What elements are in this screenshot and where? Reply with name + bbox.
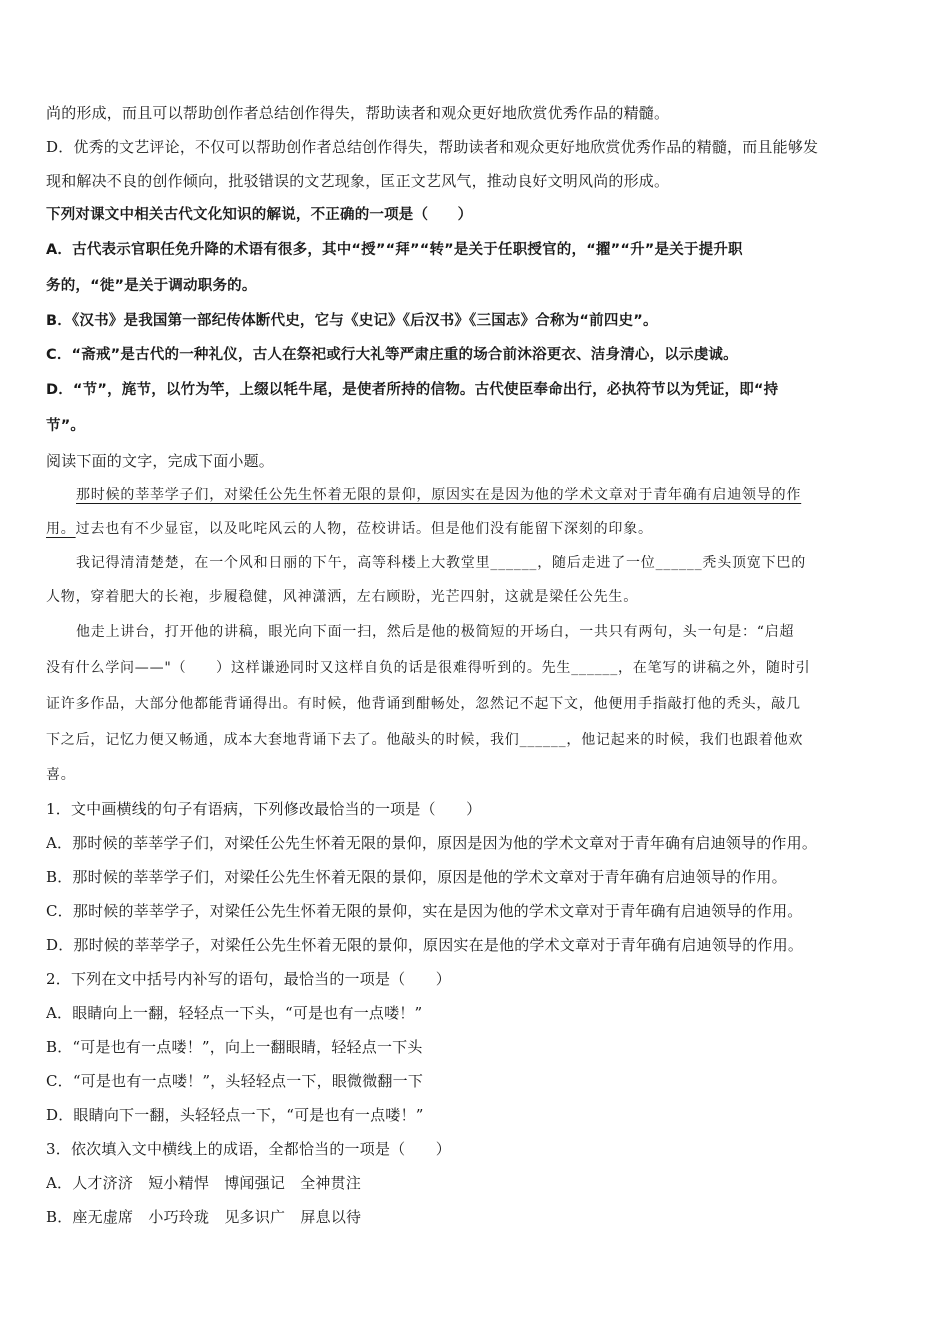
option-b: B．座无虚席 小巧玲珑 见多识广 屏息以待 <box>46 1208 362 1226</box>
option-b: B．“可是也有一点喽！”，向上一翻眼睛，轻轻点一下头 <box>46 1038 423 1056</box>
option-d-line2: 节”。 <box>46 418 86 434</box>
question-stem: 2．下列在文中括号内补写的语句，最恰当的一项是（ ） <box>46 970 451 988</box>
question-stem: 1．文中画横线的句子有语病，下列修改最恰当的一项是（ ） <box>46 800 482 818</box>
underlined-sentence: 那时候的莘莘学子们，对梁任公先生怀着无限的景仰，原因实在是因为他的学术文章对于青年确有启迪领导的作 <box>76 487 802 503</box>
option-c: C．“斋戒”是古代的一种礼仪，古人在祭祀或行大礼等严肃庄重的场合前沐浴更衣、洁身清心，以示虔诚。 <box>46 347 738 363</box>
question-stem: 3．依次填入文中横线上的成语，全都恰当的一项是（ ） <box>46 1140 451 1158</box>
option-d: D．眼睛向下一翻，头轻轻点一下，“可是也有一点喽！” <box>46 1106 424 1124</box>
passage-line: 人物，穿着肥大的长袍，步履稳健，风神潇洒，左右顾盼，光芒四射，这就是梁任公先生。 <box>46 589 638 605</box>
passage-line: 下之后，记忆力便又畅通，成本大套地背诵下去了。他敲头的时候，我们______，他记起来的时候，我们也跟着他欢 <box>46 732 804 748</box>
text-line: D．优秀的文艺评论，不仅可以帮助创作者总结创作得失，帮助读者和观众更好地欣赏优秀作品的精髓，而且能够发 <box>46 138 819 156</box>
question-3 <box>46 1132 906 1234</box>
option-a-line1: A．古代表示官职任免升降的术语有很多，其中“授”“拜”“转”是关于任职授官的，“擢”“升”是关于提升职 <box>46 242 743 258</box>
option-a: A．眼睛向上一翻，轻轻点一下头，“可是也有一点喽！” <box>46 1004 423 1022</box>
passage-line <box>46 478 906 512</box>
document-page <box>46 96 906 1234</box>
passage-line <box>46 512 906 546</box>
question-2 <box>46 962 906 1132</box>
option-a: A．人才济济 短小精悍 博闻强记 全神贯注 <box>46 1174 362 1192</box>
option-c: C．那时候的莘莘学子，对梁任公先生怀着无限的景仰，实在是因为他的学术文章对于青年确有启迪领导的作用。 <box>46 902 803 920</box>
option-d: D．那时候的莘莘学子，对梁任公先生怀着无限的景仰，原因实在是他的学术文章对于青年确有启迪领导的作用。 <box>46 936 804 954</box>
passage-line: 证许多作品，大部分他都能背诵得出。有时候，他背诵到酣畅处，忽然记不起下文，他便用手指敲打他的秃头，敲几 <box>46 696 801 712</box>
question-stem: 下列对课文中相关古代文化知识的解说，不正确的一项是（ ） <box>46 207 473 223</box>
option-c: C．“可是也有一点喽！”，头轻轻点一下，眼微微翻一下 <box>46 1072 424 1090</box>
passage-line: 我记得清清楚楚，在一个风和日丽的下午，高等科楼上大教堂里______，随后走进了一位______秃头顶宽下巴的 <box>76 555 806 571</box>
option-a: A．那时候的莘莘学子们，对梁任公先生怀着无限的景仰，原因是因为他的学术文章对于青年确有启迪领导的作用。 <box>46 834 818 852</box>
passage-text: 过去也有不少显宦，以及叱咤风云的人物，莅校讲话。但是他们没有能留下深刻的印象。 <box>75 521 653 537</box>
passage-line: 喜。 <box>46 767 76 783</box>
text-line: 尚的形成，而且可以帮助创作者总结创作得失，帮助读者和观众更好地欣赏优秀作品的精髓。 <box>46 104 670 122</box>
reading-passage <box>46 478 906 792</box>
passage-line: 他走上讲台，打开他的讲稿，眼光向下面一扫，然后是他的极简短的开场白，一共只有两句，头一句是：“启超 <box>76 624 795 640</box>
underlined-sentence-end: 用。 <box>46 521 76 537</box>
reading-intro: 阅读下面的文字，完成下面小题。 <box>46 452 275 470</box>
option-b: B．《汉书》是我国第一部纪传体断代史，它与《史记》《后汉书》《三国志》合称为“前四史”。 <box>46 313 658 329</box>
option-d-line1: D．“节”，旄节，以竹为竿，上缀以牦牛尾，是使者所持的信物。古代使臣奉命出行，必执符节以为凭证，即“持 <box>46 382 779 398</box>
question-culture <box>46 198 906 444</box>
option-a-line2: 务的，“徙”是关于调动职务的。 <box>46 278 257 294</box>
passage-line: 没有什么学问——"（ ）这样谦逊同时又这样自负的话是很难得听到的。先生______，在笔写的讲稿之外，随时引 <box>46 660 811 676</box>
question-1 <box>46 792 906 962</box>
option-b: B．那时候的莘莘学子们，对梁任公先生怀着无限的景仰，原因是他的学术文章对于青年确有启迪领导的作用。 <box>46 868 787 886</box>
text-line: 现和解决不良的创作倾向，批驳错误的文艺现象，匡正文艺风气，推动良好文明风尚的形成。 <box>46 172 670 190</box>
